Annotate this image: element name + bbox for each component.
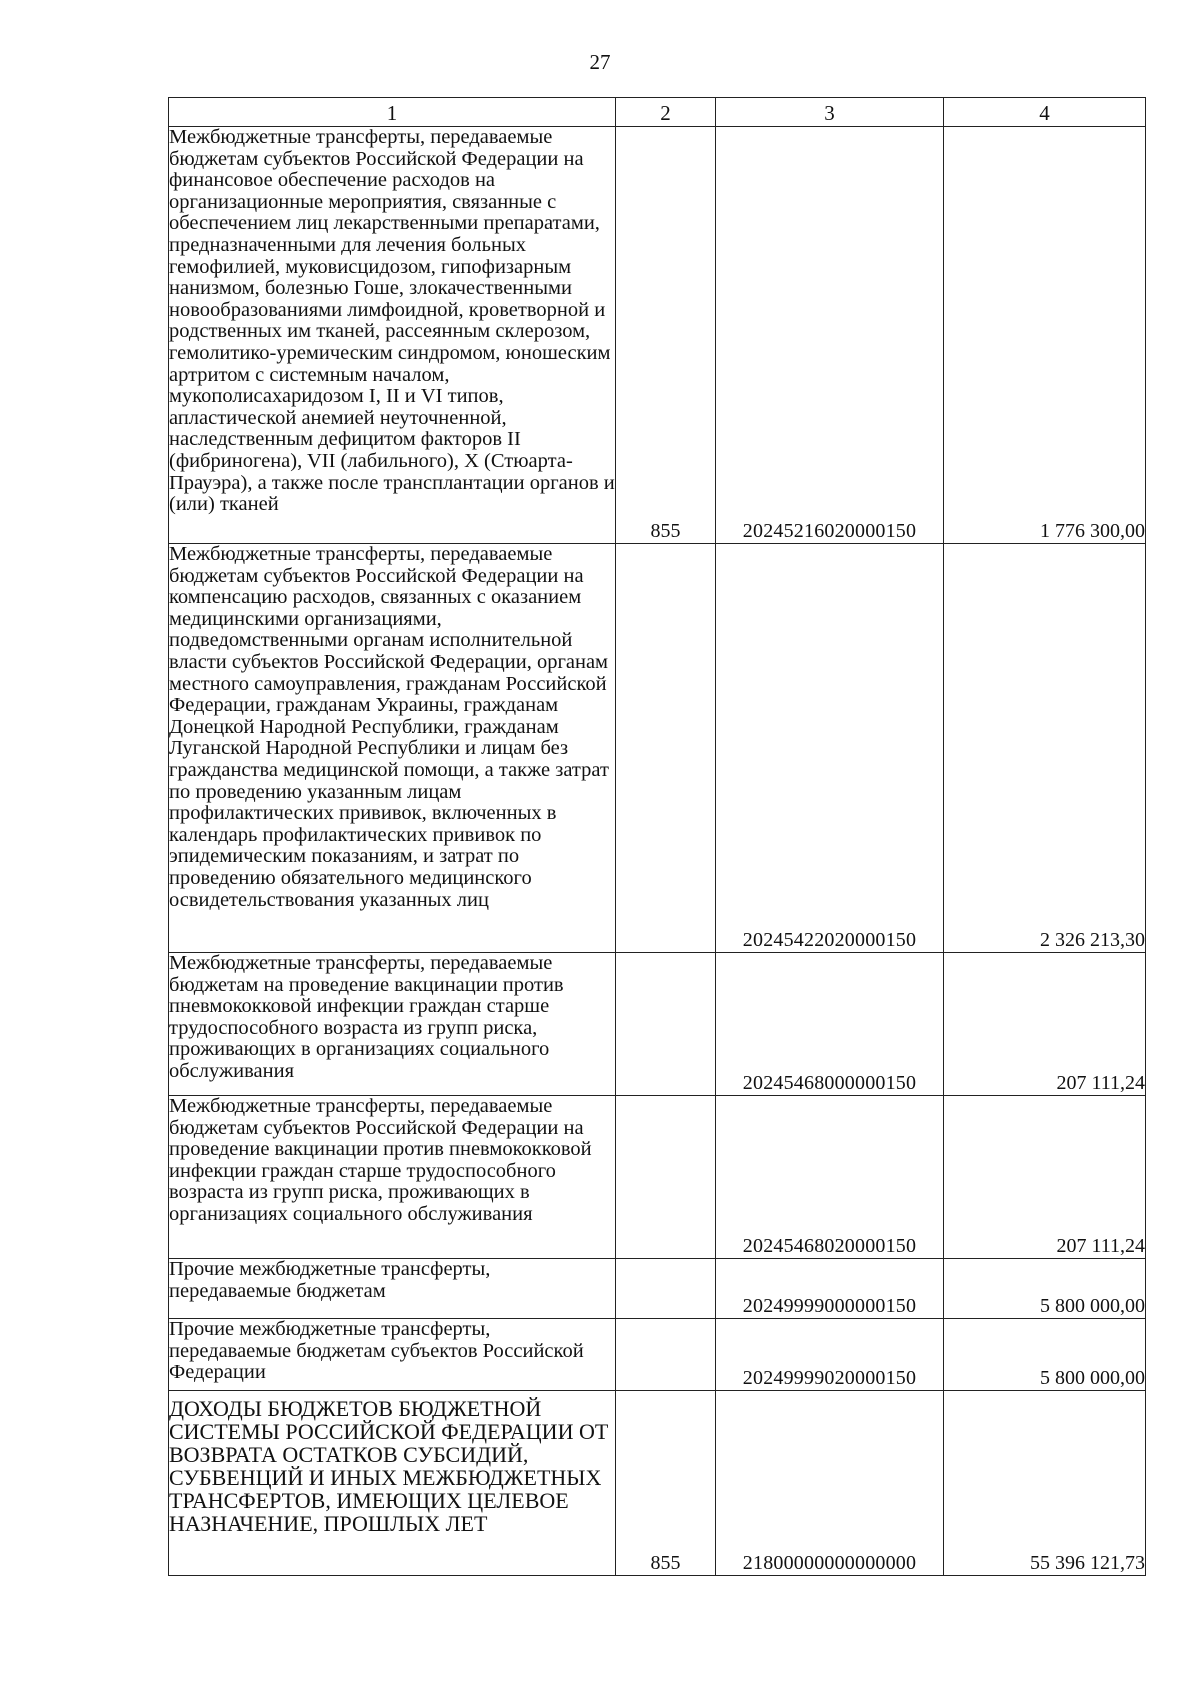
revenue-name-cell: Прочие межбюджетные трансферты, передаваемые бюджетам xyxy=(169,1259,616,1319)
revenue-name-cell: Прочие межбюджетные трансферты, передаваемые бюджетам субъектов Российской Федерации xyxy=(169,1319,616,1391)
budget-code-cell: 20245422020000150 xyxy=(716,544,944,953)
revenue-name-cell: Межбюджетные трансферты, передаваемые бюджетам субъектов Российской Федерации на компенсацию расходов, связанных с оказанием медицинскими организациями, подведомственными органам исполнительной власти субъектов Российской Федерации, органам местного самоуправления, гражданам Российской Федерации, гражданам Украины, гражданам Донецкой Народной Республики, гражданам Луганской Народной Республики и лицам без гражданства медицинской помощи, а также затрат по проведению указанным лицам профилактических прививок, включенных в календарь профилактических прививок по эпидемическим показаниям, и затрат по проведению обязательного медицинского освидетельствования указанных лиц xyxy=(169,544,616,953)
admin-code-cell xyxy=(616,1319,716,1391)
table-row xyxy=(169,544,1146,953)
table-row xyxy=(169,127,1146,544)
budget-code-cell: 20249999020000150 xyxy=(716,1319,944,1391)
revenue-name-cell: ДОХОДЫ БЮДЖЕТОВ БЮДЖЕТНОЙ СИСТЕМЫ РОССИЙСКОЙ ФЕДЕРАЦИИ ОТ ВОЗВРАТА ОСТАТКОВ СУБСИДИЙ, СУБВЕНЦИЙ И ИНЫХ МЕЖБЮДЖЕТНЫХ ТРАНСФЕРТОВ, ИМЕЮЩИХ ЦЕЛЕВОЕ НАЗНАЧЕНИЕ, ПРОШЛЫХ ЛЕТ xyxy=(169,1391,616,1576)
budget-code-cell: 21800000000000000 xyxy=(716,1391,944,1576)
budget-code-cell: 20249999000000150 xyxy=(716,1259,944,1319)
table-row xyxy=(169,1096,1146,1259)
amount-cell: 5 800 000,00 xyxy=(944,1319,1146,1391)
table-row xyxy=(169,1319,1146,1391)
page-number: 27 xyxy=(589,50,611,74)
admin-code-cell xyxy=(616,544,716,953)
amount-cell: 207 111,24 xyxy=(944,953,1146,1096)
amount-cell: 207 111,24 xyxy=(944,1096,1146,1259)
column-header-3: 3 xyxy=(716,98,944,127)
budget-code-cell: 20245468000000150 xyxy=(716,953,944,1096)
table-row xyxy=(169,1259,1146,1319)
column-header-2: 2 xyxy=(616,98,716,127)
column-header-4: 4 xyxy=(944,98,1146,127)
amount-cell: 1 776 300,00 xyxy=(944,127,1146,544)
budget-revenue-table xyxy=(168,97,1146,1576)
admin-code-cell: 855 xyxy=(616,1391,716,1576)
column-number-header-row xyxy=(169,98,1146,127)
admin-code-cell xyxy=(616,953,716,1096)
revenue-name-cell: Межбюджетные трансферты, передаваемые бюджетам субъектов Российской Федерации на проведение вакцинации против пневмококковой инфекции граждан старше трудоспособного возраста из групп риска, проживающих в организациях социального обслуживания xyxy=(169,1096,616,1259)
revenue-name-cell: Межбюджетные трансферты, передаваемые бюджетам субъектов Российской Федерации на финансовое обеспечение расходов на организационные мероприятия, связанные с обеспечением лиц лекарственными препаратами, предназначенными для лечения больных гемофилией, муковисцидозом, гипофизарным нанизмом, болезнью Гоше, злокачественными новообразованиями лимфоидной, кроветворной и родственных им тканей, рассеянным склерозом, гемолитико-уремическим синдромом, юношеским артритом с системным началом, мукополисахаридозом I, II и VI типов, апластической анемией неуточненной, наследственным дефицитом факторов II (фибриногена), VII (лабильного), X (Стюарта-Прауэра), а также после трансплантации органов и (или) тканей xyxy=(169,127,616,544)
admin-code-cell: 855 xyxy=(616,127,716,544)
admin-code-cell xyxy=(616,1096,716,1259)
column-header-1: 1 xyxy=(169,98,616,127)
admin-code-cell xyxy=(616,1259,716,1319)
table-row xyxy=(169,1391,1146,1576)
revenue-name-cell: Межбюджетные трансферты, передаваемые бюджетам на проведение вакцинации против пневмококковой инфекции граждан старше трудоспособного возраста из групп риска, проживающих в организациях социального обслуживания xyxy=(169,953,616,1096)
budget-code-cell: 20245468020000150 xyxy=(716,1096,944,1259)
amount-cell: 55 396 121,73 xyxy=(944,1391,1146,1576)
budget-code-cell: 20245216020000150 xyxy=(716,127,944,544)
amount-cell: 2 326 213,30 xyxy=(944,544,1146,953)
amount-cell: 5 800 000,00 xyxy=(944,1259,1146,1319)
table-row xyxy=(169,953,1146,1096)
